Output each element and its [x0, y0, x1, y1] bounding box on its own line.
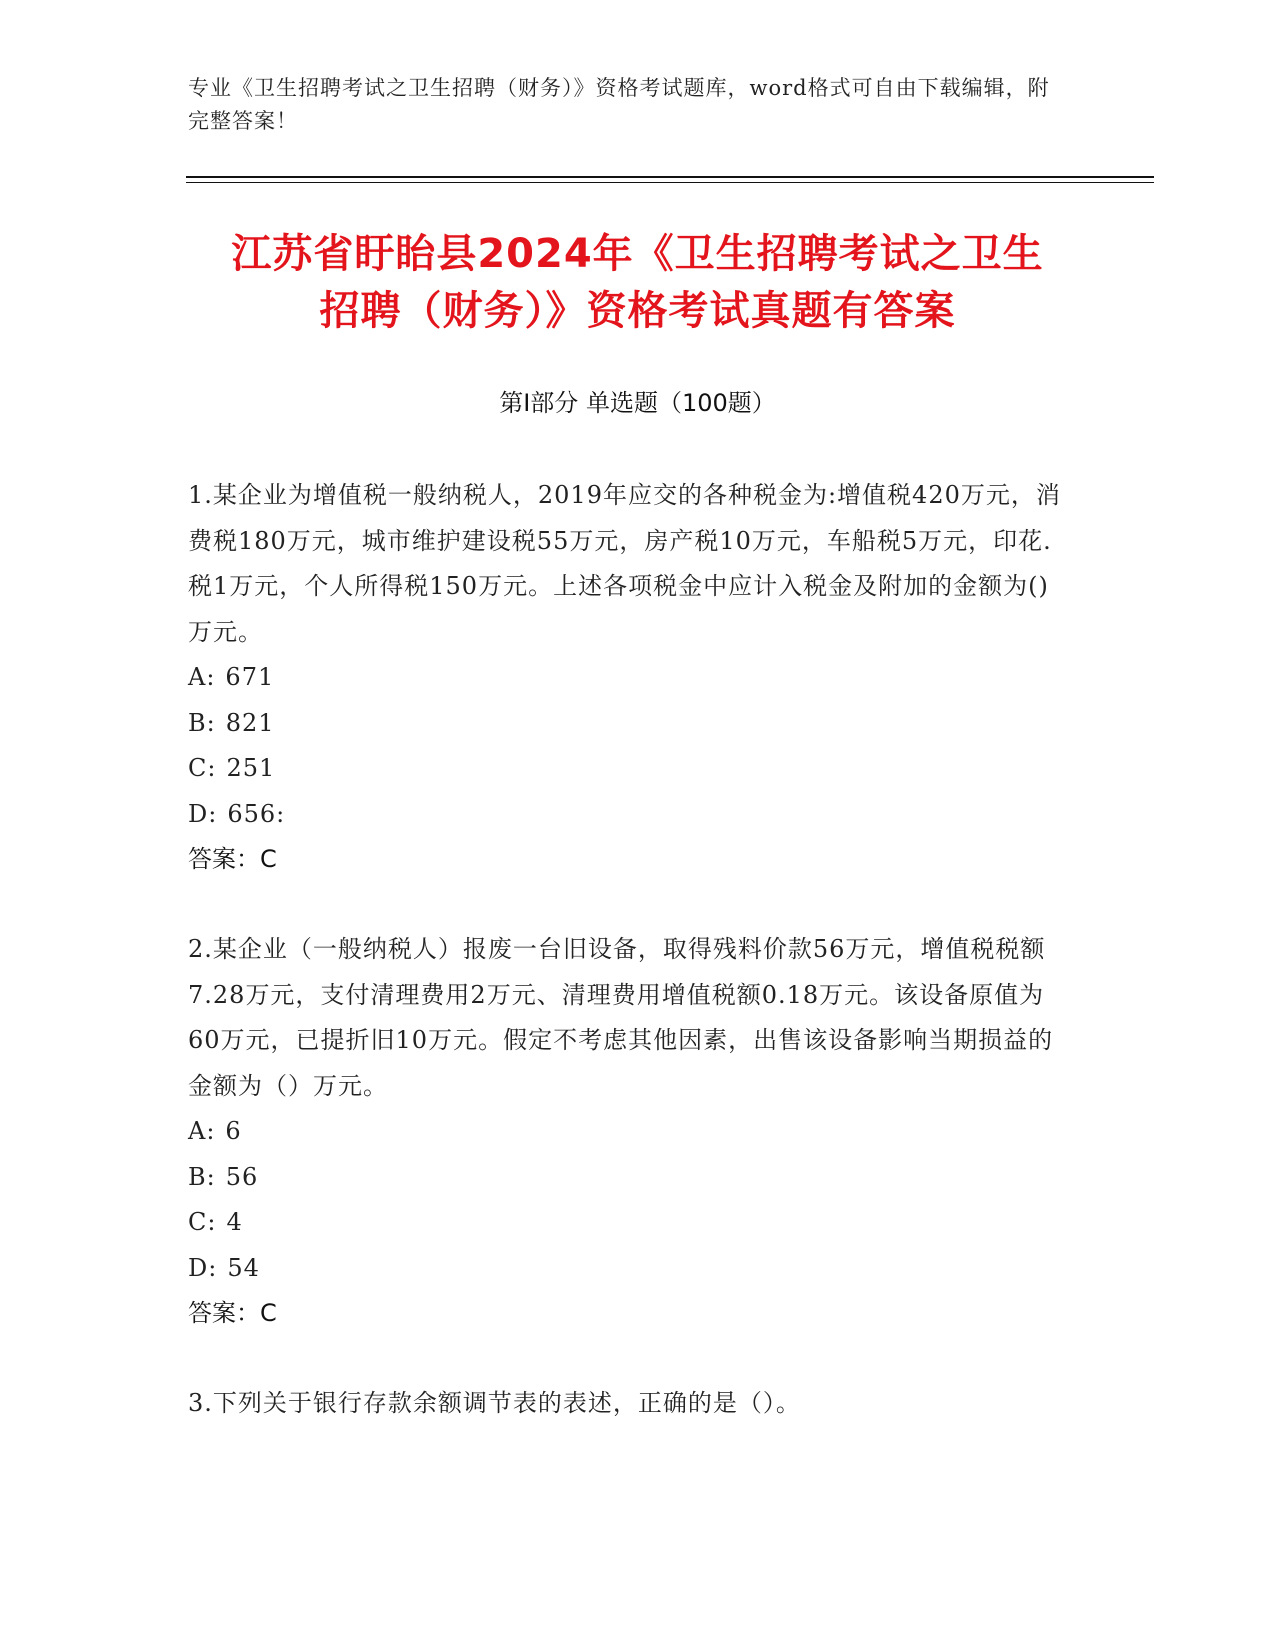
header-rule-thin — [186, 182, 1154, 183]
question-2 — [188, 927, 1068, 1337]
option-value: 656: — [227, 799, 286, 828]
option-value: 54 — [227, 1253, 260, 1282]
option-d — [188, 1246, 1068, 1292]
document-title-line2: 招聘（财务）》资格考试真题有答案 — [319, 288, 956, 334]
option-b — [188, 701, 1068, 747]
option-letter: C: — [188, 1208, 217, 1236]
header-note: 专业《卫生招聘考试之卫生招聘（财务）》资格考试题库，word格式可自由下载编辑，附完整答案！ — [188, 76, 1050, 133]
option-value: 4 — [226, 1208, 243, 1236]
header-rule-thick — [186, 176, 1154, 178]
option-letter: A: — [188, 663, 216, 691]
option-value: 6 — [225, 1117, 242, 1145]
option-letter: B: — [188, 708, 216, 737]
option-c — [188, 746, 1068, 792]
answer-line: 答案：C — [188, 845, 277, 873]
question-stem: 1.某企业为增值税一般纳税人，2019年应交的各种税金为:增值税420万元，消费税180万元，城市维护建设税55万元，房产税10万元，车船税5万元，印花.税1万元，个人所得税150万元。上述各项税金中应计入税金及附加的金额为()万元。 — [188, 481, 1061, 646]
question-stem: 3.下列关于银行存款余额调节表的表述，正确的是（）。 — [188, 1389, 801, 1417]
option-letter: D: — [188, 1253, 218, 1282]
option-a — [188, 655, 1068, 701]
question-3 — [188, 1381, 1068, 1427]
option-value: 821 — [225, 708, 275, 737]
option-letter: C: — [188, 754, 217, 782]
option-value: 56 — [225, 1162, 259, 1191]
option-c — [188, 1200, 1068, 1246]
option-a — [188, 1109, 1068, 1155]
section-heading: 第Ⅰ部分 单选题（100题） — [499, 389, 776, 417]
option-letter: D: — [188, 799, 218, 828]
document-title — [150, 226, 1125, 340]
question-stem: 2.某企业（一般纳税人）报废一台旧设备，取得残料价款56万元，增值税税额7.28万元，支付清理费用2万元、清理费用增值税额0.18万元。该设备原值为60万元，已提折旧10万元。假定不考虑其他因素，出售该设备影响当期损益的金额为（）万元。 — [188, 935, 1054, 1100]
option-letter: B: — [188, 1162, 216, 1191]
answer-line: 答案：C — [188, 1299, 277, 1327]
option-letter: A: — [188, 1117, 216, 1145]
option-value: 671 — [225, 663, 275, 691]
option-b — [188, 1155, 1068, 1201]
document-title-line1: 江苏省盱眙县2024年《卫生招聘考试之卫生 — [231, 231, 1044, 277]
option-value: 251 — [226, 754, 276, 782]
question-1 — [188, 473, 1068, 883]
option-d — [188, 792, 1068, 838]
